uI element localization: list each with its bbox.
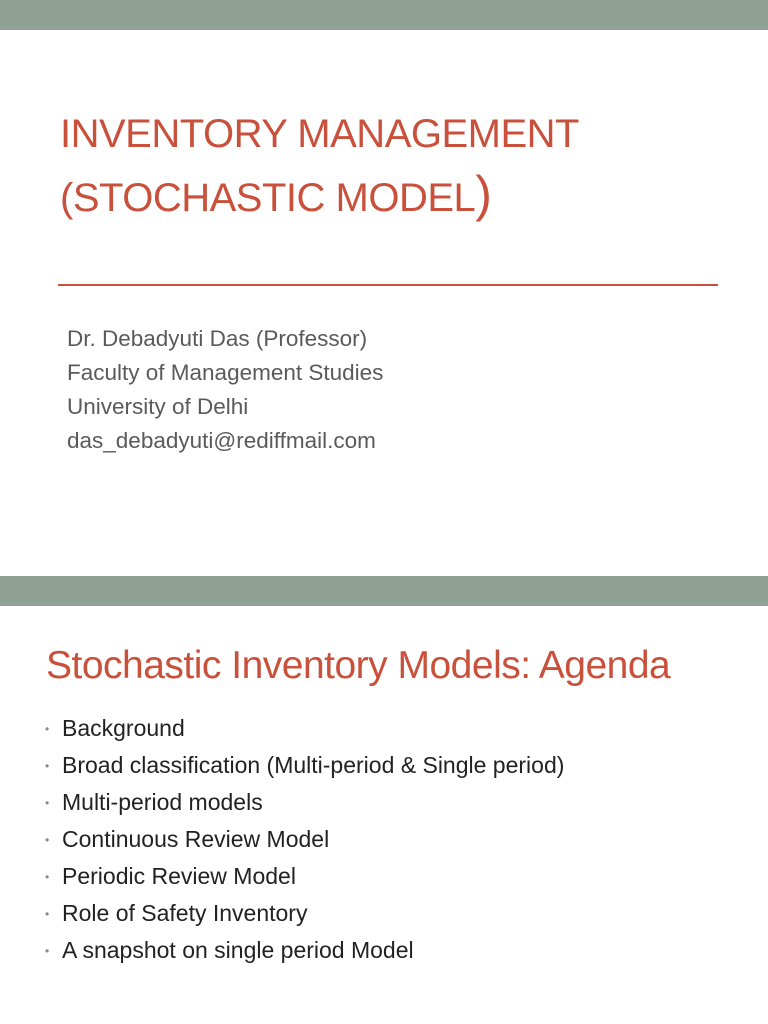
title-slide xyxy=(0,30,768,576)
list-item-text: Multi-period models xyxy=(62,789,263,815)
title-line-2-text: (STOCHASTIC MODEL xyxy=(60,176,476,220)
bullet-icon: • xyxy=(45,906,50,921)
list-item xyxy=(45,895,745,932)
list-item xyxy=(45,784,745,821)
bullet-icon: • xyxy=(45,758,50,773)
author-block xyxy=(67,322,707,458)
bullet-icon: • xyxy=(45,795,50,810)
title-line-2 xyxy=(60,164,720,228)
list-item-text: Broad classification (Multi-period & Single period) xyxy=(62,752,565,778)
list-item xyxy=(45,747,745,784)
list-item xyxy=(45,858,745,895)
author-faculty: Faculty of Management Studies xyxy=(67,360,384,385)
agenda-title: Stochastic Inventory Models: Agenda xyxy=(46,644,671,687)
bullet-icon: • xyxy=(45,832,50,847)
author-university: University of Delhi xyxy=(67,394,249,419)
title-closing-paren: ) xyxy=(475,166,492,222)
top-band xyxy=(0,0,768,30)
bullet-icon: • xyxy=(45,869,50,884)
list-item xyxy=(45,710,745,747)
list-item-text: Role of Safety Inventory xyxy=(62,900,308,926)
list-item-text: Background xyxy=(62,715,185,741)
author-email: das_debadyuti@rediffmail.com xyxy=(67,428,376,453)
list-item xyxy=(45,932,745,969)
slide-title xyxy=(60,104,720,228)
list-item-text: A snapshot on single period Model xyxy=(62,937,414,963)
list-item xyxy=(45,821,745,858)
title-divider xyxy=(58,284,718,286)
agenda-list xyxy=(45,710,745,969)
bullet-icon: • xyxy=(45,721,50,736)
agenda-slide xyxy=(0,606,768,1024)
title-line-1: INVENTORY MANAGEMENT xyxy=(60,112,579,156)
list-item-text: Periodic Review Model xyxy=(62,863,296,889)
bullet-icon: • xyxy=(45,943,50,958)
slide-separator-band xyxy=(0,576,768,606)
list-item-text: Continuous Review Model xyxy=(62,826,330,852)
author-name: Dr. Debadyuti Das (Professor) xyxy=(67,326,368,351)
